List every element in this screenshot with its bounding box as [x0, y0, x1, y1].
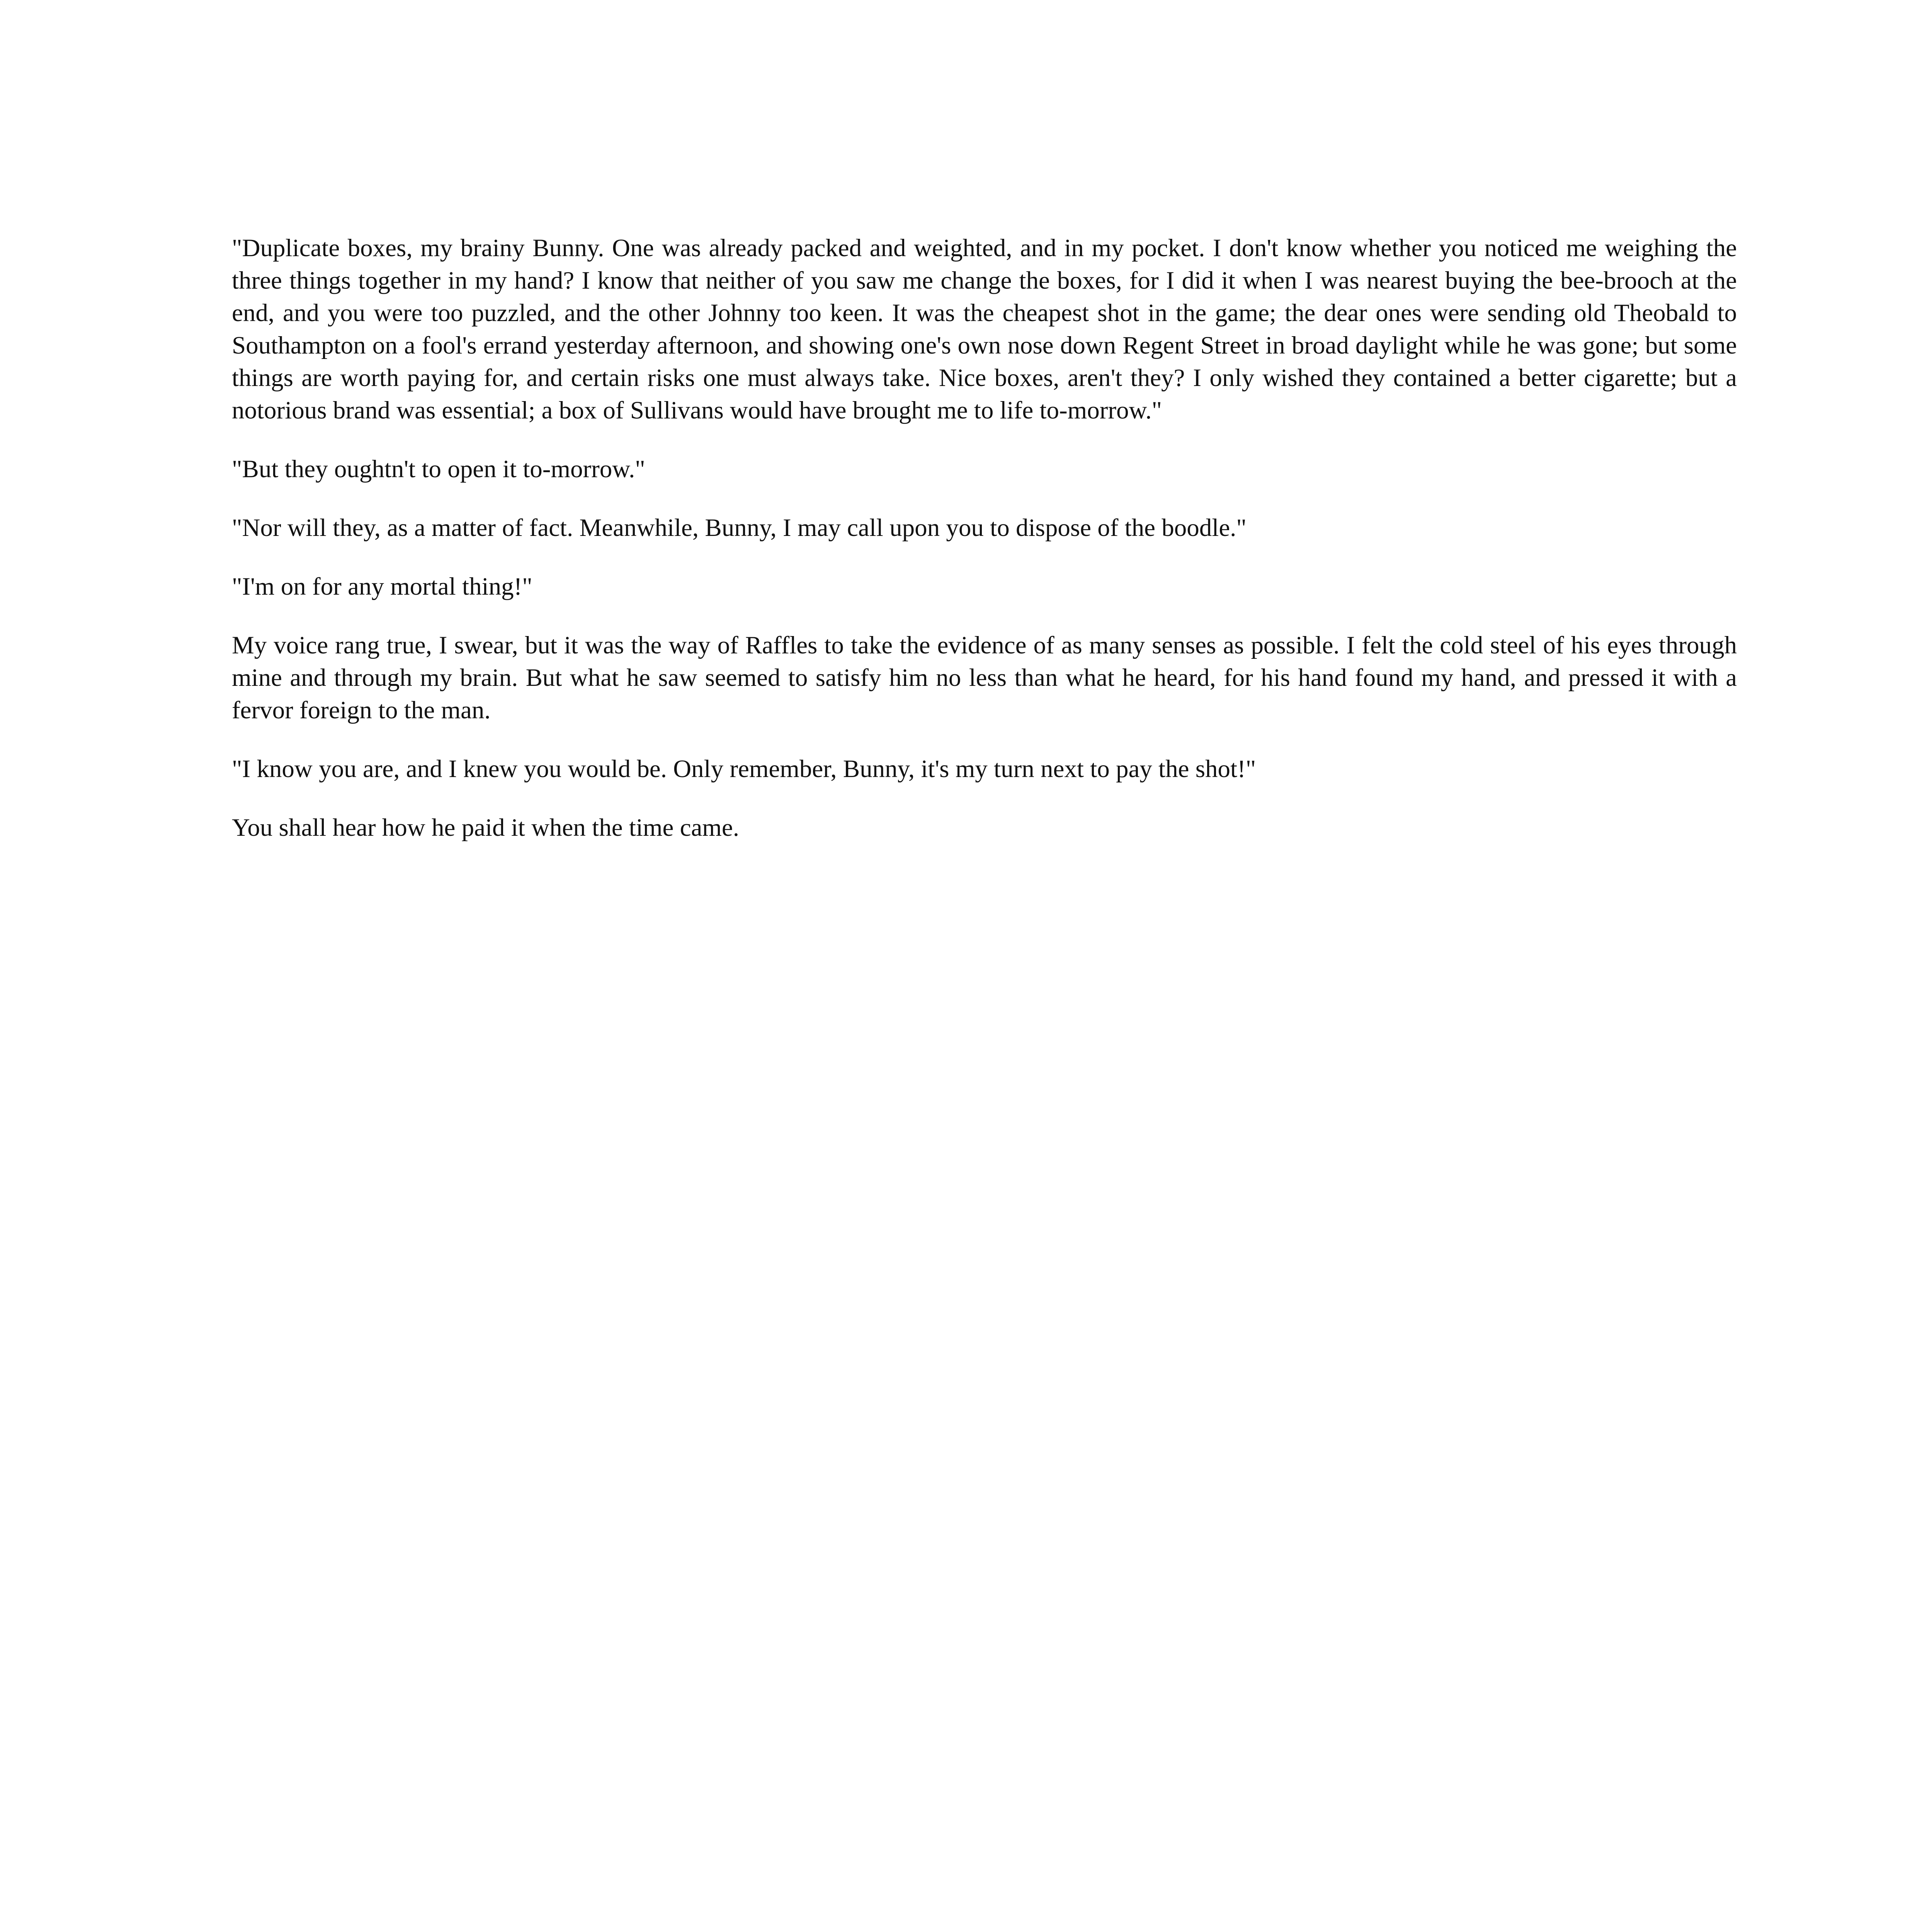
- paragraph: "I know you are, and I knew you would be. Only remember, Bunny, it's my turn next to pay the shot!": [232, 755, 1256, 783]
- paragraph: "I'm on for any mortal thing!": [232, 573, 532, 600]
- paragraph: "Nor will they, as a matter of fact. Meanwhile, Bunny, I may call upon you to dispose of the boodle.": [232, 514, 1247, 542]
- paragraph: "But they oughtn't to open it to-morrow.": [232, 455, 645, 483]
- paragraph: My voice rang true, I swear, but it was the way of Raffles to take the evidence of as many senses as possible. I felt the cold steel of his eyes through mine and through my brain. But what he saw seemed to satisfy him no less than what he heard, for his hand found my hand, and pressed it with a fervor foreign to the man.: [232, 631, 1737, 724]
- paragraph: You shall hear how he paid it when the time came.: [232, 814, 739, 842]
- paragraph: "Duplicate boxes, my brainy Bunny. One was already packed and weighted, and in my pocket. I don't know whether you noticed me weighing the three things together in my hand? I know that neither of you saw me change the boxes, for I did it when I was nearest buying the bee-brooch at the end, and you were too puzzled, and the other Johnny too keen. It was the cheapest shot in the game; the dear ones were sending old Theobald to Southampton on a fool's errand yesterday afternoon, and showing one's own nose down Regent Street in broad daylight while he was gone; but some things are worth paying for, and certain risks one must always take. Nice boxes, aren't they? I only wished they contained a better cigarette; but a notorious brand was essential; a box of Sullivans would have brought me to life to-morrow.": [232, 234, 1737, 424]
- page-body-text: [232, 232, 1737, 870]
